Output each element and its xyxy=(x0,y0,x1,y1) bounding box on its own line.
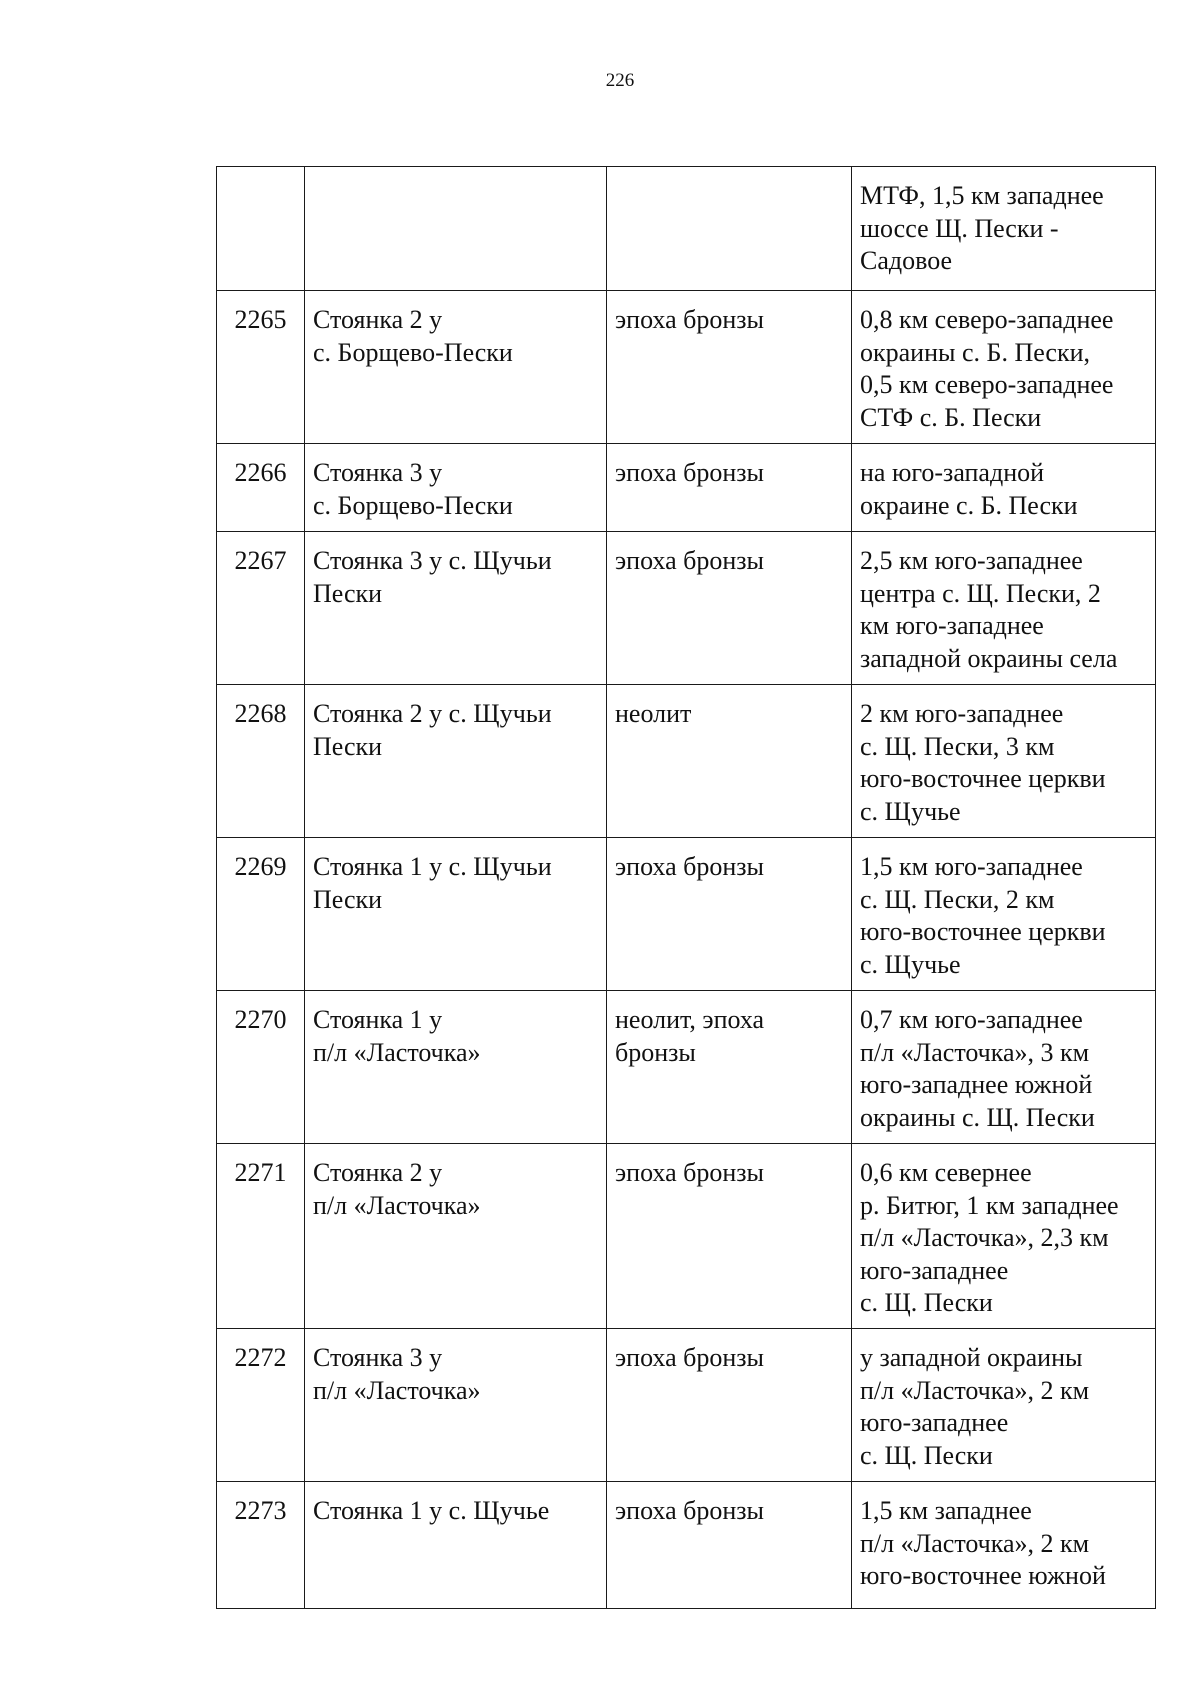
location-cell: у западной окраины п/л «Ласточка», 2 км юго-западнее с. Щ. Пески xyxy=(852,1329,1156,1482)
period-cell xyxy=(607,167,852,291)
row-number-cell: 2270 xyxy=(217,991,305,1144)
location-cell: 0,6 км севернее р. Битюг, 1 км западнее п/л «Ласточка», 2,3 км юго-западнее с. Щ. Пески xyxy=(852,1144,1156,1329)
monument-name-cell: Стоянка 1 у п/л «Ласточка» xyxy=(305,991,607,1144)
location-cell: МТФ, 1,5 км западнее шоссе Щ. Пески - Садовое xyxy=(852,167,1156,291)
row-number-cell: 2267 xyxy=(217,532,305,685)
row-number-cell: 2269 xyxy=(217,838,305,991)
table-row xyxy=(217,532,1156,685)
period-cell: эпоха бронзы xyxy=(607,838,852,991)
row-number-cell: 2272 xyxy=(217,1329,305,1482)
table-row xyxy=(217,1144,1156,1329)
location-cell: 1,5 км юго-западнее с. Щ. Пески, 2 км юго-восточнее церкви с. Щучье xyxy=(852,838,1156,991)
location-cell: 0,7 км юго-западнее п/л «Ласточка», 3 км юго-западнее южной окраины с. Щ. Пески xyxy=(852,991,1156,1144)
table-row xyxy=(217,167,1156,291)
monument-name-cell: Стоянка 2 у с. Щучьи Пески xyxy=(305,685,607,838)
period-cell: эпоха бронзы xyxy=(607,1482,852,1609)
location-cell: 1,5 км западнее п/л «Ласточка», 2 км юго-восточнее южной xyxy=(852,1482,1156,1609)
location-cell: 2,5 км юго-западнее центра с. Щ. Пески, 2 км юго-западнее западной окраины села xyxy=(852,532,1156,685)
period-cell: эпоха бронзы xyxy=(607,1144,852,1329)
monument-name-cell: Стоянка 2 у с. Борщево-Пески xyxy=(305,291,607,444)
location-cell: на юго-западной окраине с. Б. Пески xyxy=(852,444,1156,532)
monument-name-cell: Стоянка 3 у с. Щучьи Пески xyxy=(305,532,607,685)
monument-name-cell: Стоянка 3 у с. Борщево-Пески xyxy=(305,444,607,532)
location-cell: 2 км юго-западнее с. Щ. Пески, 3 км юго-восточнее церкви с. Щучье xyxy=(852,685,1156,838)
table-row xyxy=(217,1482,1156,1609)
period-cell: эпоха бронзы xyxy=(607,532,852,685)
monuments-table xyxy=(216,166,1156,1609)
row-number-cell: 2265 xyxy=(217,291,305,444)
table-row xyxy=(217,685,1156,838)
monument-name-cell: Стоянка 2 у п/л «Ласточка» xyxy=(305,1144,607,1329)
row-number-cell xyxy=(217,167,305,291)
row-number-cell: 2271 xyxy=(217,1144,305,1329)
period-cell: неолит xyxy=(607,685,852,838)
period-cell: эпоха бронзы xyxy=(607,1329,852,1482)
monument-name-cell xyxy=(305,167,607,291)
monument-name-cell: Стоянка 1 у с. Щучьи Пески xyxy=(305,838,607,991)
period-cell: эпоха бронзы xyxy=(607,291,852,444)
monument-name-cell: Стоянка 3 у п/л «Ласточка» xyxy=(305,1329,607,1482)
table-row xyxy=(217,1329,1156,1482)
table-row xyxy=(217,991,1156,1144)
table-row xyxy=(217,291,1156,444)
row-number-cell: 2273 xyxy=(217,1482,305,1609)
table-row xyxy=(217,444,1156,532)
period-cell: неолит, эпоха бронзы xyxy=(607,991,852,1144)
row-number-cell: 2268 xyxy=(217,685,305,838)
period-cell: эпоха бронзы xyxy=(607,444,852,532)
location-cell: 0,8 км северо-западнее окраины с. Б. Пески, 0,5 км северо-западнее СТФ с. Б. Пески xyxy=(852,291,1156,444)
row-number-cell: 2266 xyxy=(217,444,305,532)
table-row xyxy=(217,838,1156,991)
page-number: 226 xyxy=(605,70,635,91)
monument-name-cell: Стоянка 1 у с. Щучье xyxy=(305,1482,607,1609)
